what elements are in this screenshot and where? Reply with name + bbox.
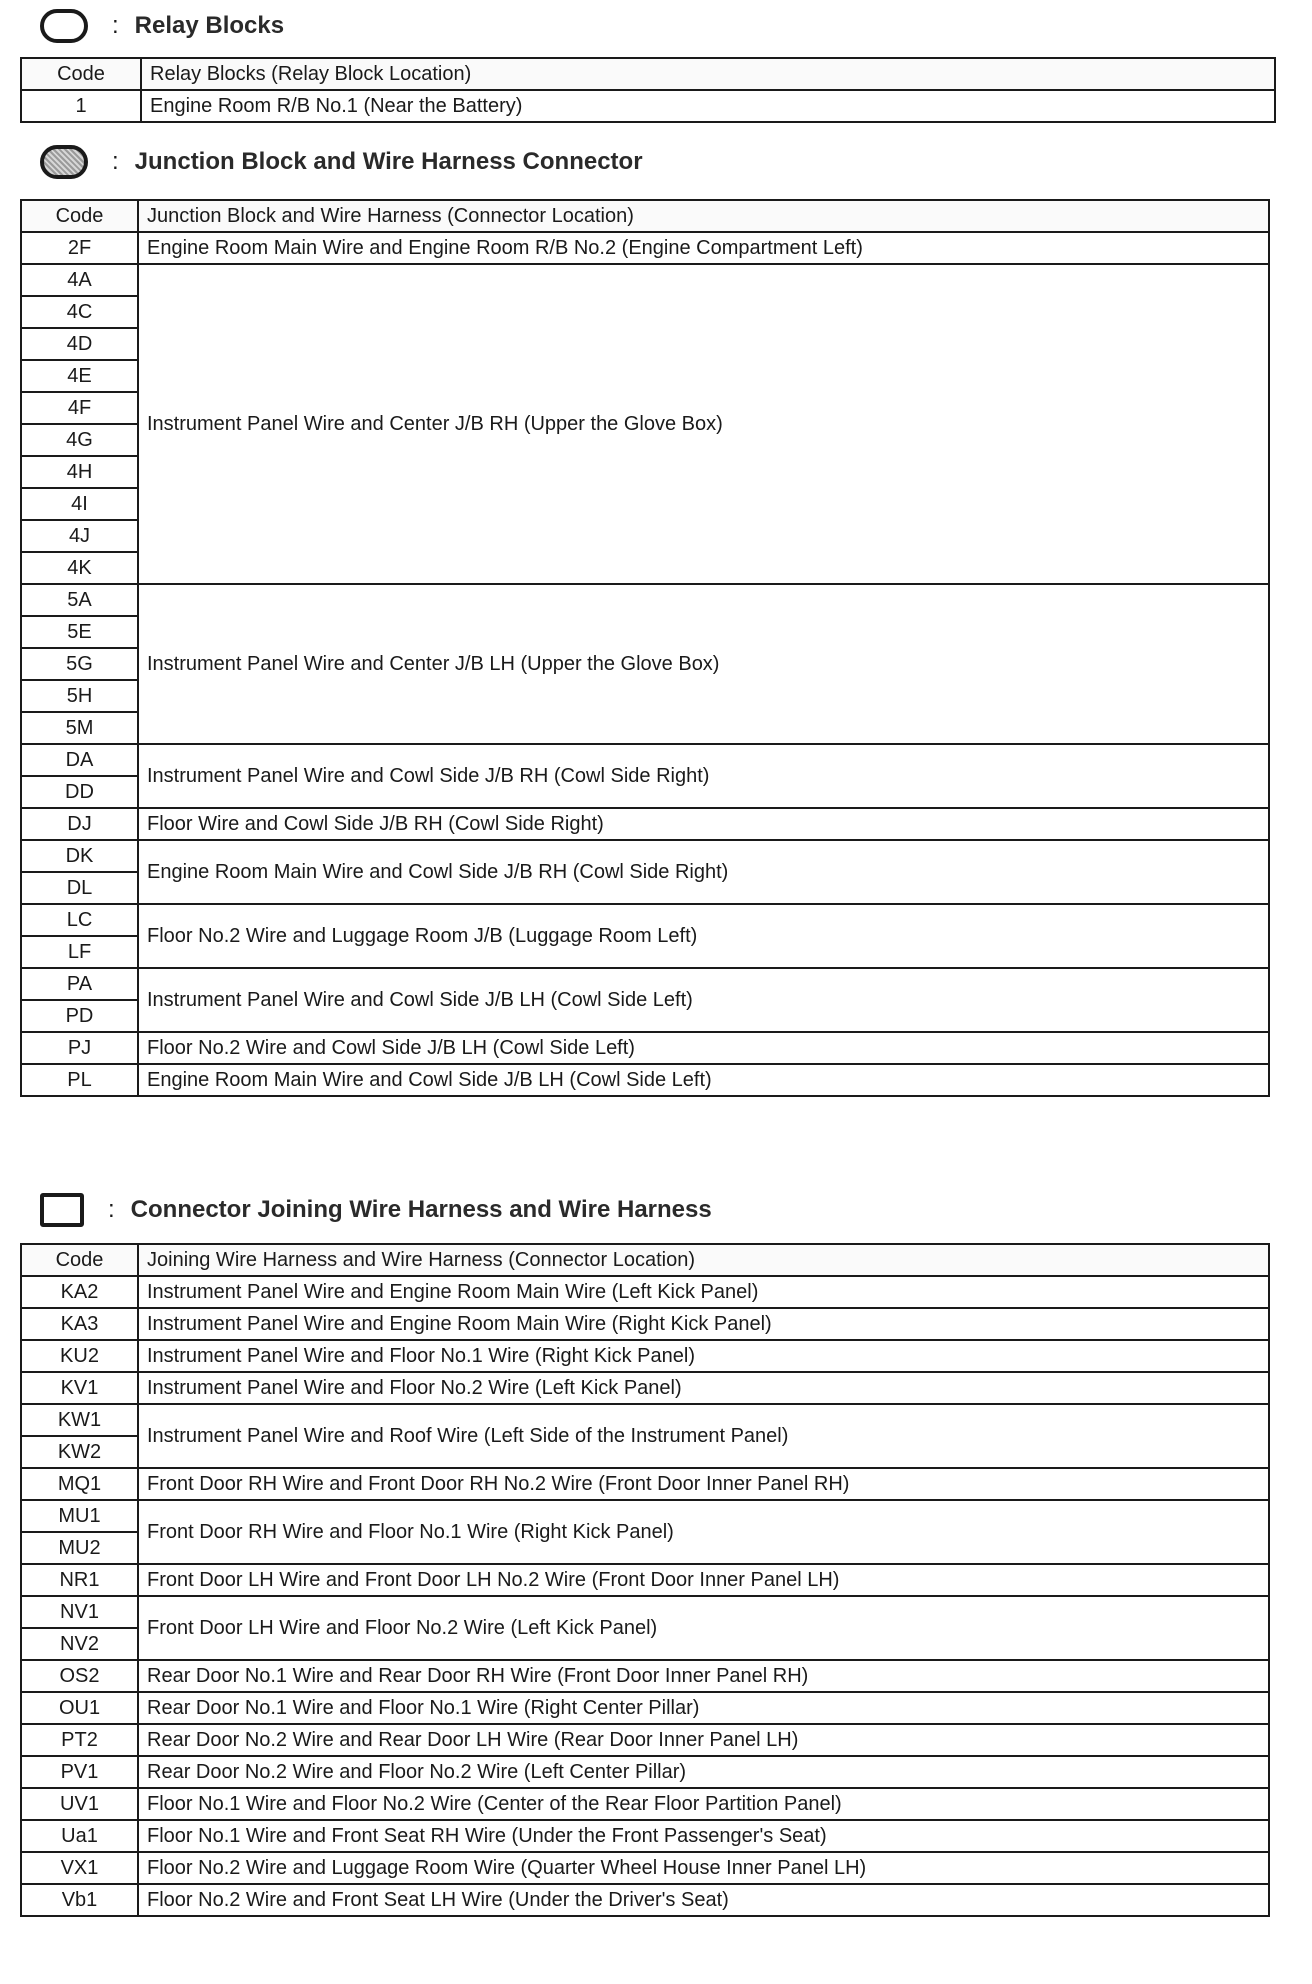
connector-code-cell: 4A — [21, 264, 138, 296]
location-cell: Engine Room R/B No.1 (Near the Battery) — [141, 90, 1275, 122]
location-cell: Floor No.1 Wire and Floor No.2 Wire (Center of the Rear Floor Partition Panel) — [138, 1788, 1269, 1820]
table-row — [21, 1884, 1269, 1916]
connector-code-cell: KV1 — [21, 1372, 138, 1404]
location-cell: Instrument Panel Wire and Cowl Side J/B RH (Cowl Side Right) — [138, 744, 1269, 808]
location-cell: Instrument Panel Wire and Roof Wire (Left Side of the Instrument Panel) — [138, 1404, 1269, 1468]
table-row — [21, 584, 1269, 616]
section-title: Connector Joining Wire Harness and Wire Harness — [130, 1196, 712, 1223]
location-cell: Engine Room Main Wire and Cowl Side J/B RH (Cowl Side Right) — [138, 840, 1269, 904]
table-header-row — [21, 1244, 1269, 1276]
connector-code-cell: OS2 — [21, 1660, 138, 1692]
relay-block-icon — [40, 9, 88, 43]
connector-code-cell: NR1 — [21, 1564, 138, 1596]
connector-code-cell: 5E — [21, 616, 138, 648]
table-row — [21, 808, 1269, 840]
connector-code-cell: LC — [21, 904, 138, 936]
connector-code-cell: 4G — [21, 424, 138, 456]
wire-connector-icon — [40, 1193, 84, 1227]
table-row — [21, 1468, 1269, 1500]
location-cell: Rear Door No.1 Wire and Rear Door RH Wire (Front Door Inner Panel RH) — [138, 1660, 1269, 1692]
location-cell: Instrument Panel Wire and Cowl Side J/B LH (Cowl Side Left) — [138, 968, 1269, 1032]
code-column-header: Code — [21, 58, 141, 90]
connector-code-cell: 5G — [21, 648, 138, 680]
table-row — [21, 1032, 1269, 1064]
table-row — [21, 1372, 1269, 1404]
wire-connector-heading — [40, 1188, 712, 1232]
table-header-row — [21, 200, 1269, 232]
connector-code-cell: KW2 — [21, 1436, 138, 1468]
section-title: Relay Blocks — [134, 12, 285, 39]
table-row — [21, 1724, 1269, 1756]
junction-block-heading — [40, 140, 643, 184]
connector-code-cell: PJ — [21, 1032, 138, 1064]
connector-code-cell: 4E — [21, 360, 138, 392]
junction-block-icon — [40, 145, 88, 179]
connector-code-cell: 4F — [21, 392, 138, 424]
connector-code-cell: DD — [21, 776, 138, 808]
location-cell: Instrument Panel Wire and Center J/B LH (Upper the Glove Box) — [138, 584, 1269, 744]
table-row — [21, 1756, 1269, 1788]
location-column-header: Junction Block and Wire Harness (Connector Location) — [138, 200, 1269, 232]
table-row — [21, 1788, 1269, 1820]
table-row — [21, 1564, 1269, 1596]
connector-code-cell: 5A — [21, 584, 138, 616]
connector-code-cell: Vb1 — [21, 1884, 138, 1916]
location-column-header: Relay Blocks (Relay Block Location) — [141, 58, 1275, 90]
connector-code-cell: DA — [21, 744, 138, 776]
connector-code-cell: 4D — [21, 328, 138, 360]
heading-colon: : — [112, 148, 119, 175]
connector-code-cell: LF — [21, 936, 138, 968]
table-row — [21, 1820, 1269, 1852]
location-cell: Front Door LH Wire and Floor No.2 Wire (Left Kick Panel) — [138, 1596, 1269, 1660]
connector-code-cell: NV2 — [21, 1628, 138, 1660]
connector-code-cell: KA2 — [21, 1276, 138, 1308]
location-cell: Rear Door No.2 Wire and Rear Door LH Wire (Rear Door Inner Panel LH) — [138, 1724, 1269, 1756]
connector-code-cell: 4K — [21, 552, 138, 584]
connector-code-cell: 4J — [21, 520, 138, 552]
table-row — [21, 1308, 1269, 1340]
table-row — [21, 1596, 1269, 1628]
connector-code-cell: PL — [21, 1064, 138, 1096]
location-cell: Engine Room Main Wire and Engine Room R/B No.2 (Engine Compartment Left) — [138, 232, 1269, 264]
connector-code-cell: OU1 — [21, 1692, 138, 1724]
heading-colon: : — [112, 12, 119, 39]
junction-block-table — [20, 199, 1270, 1097]
connector-code-cell: DK — [21, 840, 138, 872]
connector-code-cell: MQ1 — [21, 1468, 138, 1500]
connector-code-cell: 4H — [21, 456, 138, 488]
table-row — [21, 904, 1269, 936]
connector-code-cell: 4C — [21, 296, 138, 328]
connector-code-cell: PT2 — [21, 1724, 138, 1756]
table-row — [21, 1500, 1269, 1532]
connector-code-cell: DJ — [21, 808, 138, 840]
connector-code-cell: MU1 — [21, 1500, 138, 1532]
location-cell: Instrument Panel Wire and Center J/B RH (Upper the Glove Box) — [138, 264, 1269, 584]
connector-code-cell: Ua1 — [21, 1820, 138, 1852]
relay-blocks-table — [20, 57, 1276, 123]
connector-code-cell: 1 — [21, 90, 141, 122]
code-column-header: Code — [21, 1244, 138, 1276]
location-cell: Floor No.1 Wire and Front Seat RH Wire (Under the Front Passenger's Seat) — [138, 1820, 1269, 1852]
location-cell: Front Door RH Wire and Front Door RH No.2 Wire (Front Door Inner Panel RH) — [138, 1468, 1269, 1500]
table-row — [21, 90, 1275, 122]
location-cell: Front Door RH Wire and Floor No.1 Wire (Right Kick Panel) — [138, 1500, 1269, 1564]
location-cell: Floor Wire and Cowl Side J/B RH (Cowl Side Right) — [138, 808, 1269, 840]
location-cell: Floor No.2 Wire and Cowl Side J/B LH (Cowl Side Left) — [138, 1032, 1269, 1064]
connector-code-cell: 4I — [21, 488, 138, 520]
location-cell: Rear Door No.2 Wire and Floor No.2 Wire (Left Center Pillar) — [138, 1756, 1269, 1788]
table-row — [21, 264, 1269, 296]
connector-code-cell: VX1 — [21, 1852, 138, 1884]
relay-blocks-heading — [40, 4, 284, 48]
location-cell: Engine Room Main Wire and Cowl Side J/B LH (Cowl Side Left) — [138, 1064, 1269, 1096]
connector-code-cell: PA — [21, 968, 138, 1000]
table-row — [21, 232, 1269, 264]
table-row — [21, 1340, 1269, 1372]
table-row — [21, 1852, 1269, 1884]
connector-code-cell: KA3 — [21, 1308, 138, 1340]
connector-code-cell: 5H — [21, 680, 138, 712]
table-row — [21, 1064, 1269, 1096]
table-row — [21, 1276, 1269, 1308]
connector-code-cell: MU2 — [21, 1532, 138, 1564]
section-title: Junction Block and Wire Harness Connector — [134, 148, 643, 175]
table-header-row — [21, 58, 1275, 90]
code-column-header: Code — [21, 200, 138, 232]
location-cell: Instrument Panel Wire and Floor No.2 Wire (Left Kick Panel) — [138, 1372, 1269, 1404]
connector-code-cell: 5M — [21, 712, 138, 744]
heading-colon: : — [108, 1196, 115, 1223]
connector-code-cell: DL — [21, 872, 138, 904]
table-row — [21, 744, 1269, 776]
location-cell: Floor No.2 Wire and Luggage Room J/B (Luggage Room Left) — [138, 904, 1269, 968]
connector-code-cell: NV1 — [21, 1596, 138, 1628]
wire-connector-table — [20, 1243, 1270, 1917]
connector-code-cell: UV1 — [21, 1788, 138, 1820]
location-column-header: Joining Wire Harness and Wire Harness (Connector Location) — [138, 1244, 1269, 1276]
location-cell: Instrument Panel Wire and Engine Room Main Wire (Left Kick Panel) — [138, 1276, 1269, 1308]
connector-code-cell: PV1 — [21, 1756, 138, 1788]
connector-code-cell: KU2 — [21, 1340, 138, 1372]
connector-code-cell: KW1 — [21, 1404, 138, 1436]
table-row — [21, 1692, 1269, 1724]
location-cell: Front Door LH Wire and Front Door LH No.2 Wire (Front Door Inner Panel LH) — [138, 1564, 1269, 1596]
location-cell: Instrument Panel Wire and Floor No.1 Wire (Right Kick Panel) — [138, 1340, 1269, 1372]
location-cell: Instrument Panel Wire and Engine Room Main Wire (Right Kick Panel) — [138, 1308, 1269, 1340]
location-cell: Floor No.2 Wire and Luggage Room Wire (Quarter Wheel House Inner Panel LH) — [138, 1852, 1269, 1884]
location-cell: Floor No.2 Wire and Front Seat LH Wire (Under the Driver's Seat) — [138, 1884, 1269, 1916]
connector-code-cell: 2F — [21, 232, 138, 264]
location-cell: Rear Door No.1 Wire and Floor No.1 Wire (Right Center Pillar) — [138, 1692, 1269, 1724]
table-row — [21, 1660, 1269, 1692]
connector-code-cell: PD — [21, 1000, 138, 1032]
table-row — [21, 968, 1269, 1000]
table-row — [21, 840, 1269, 872]
table-row — [21, 1404, 1269, 1436]
